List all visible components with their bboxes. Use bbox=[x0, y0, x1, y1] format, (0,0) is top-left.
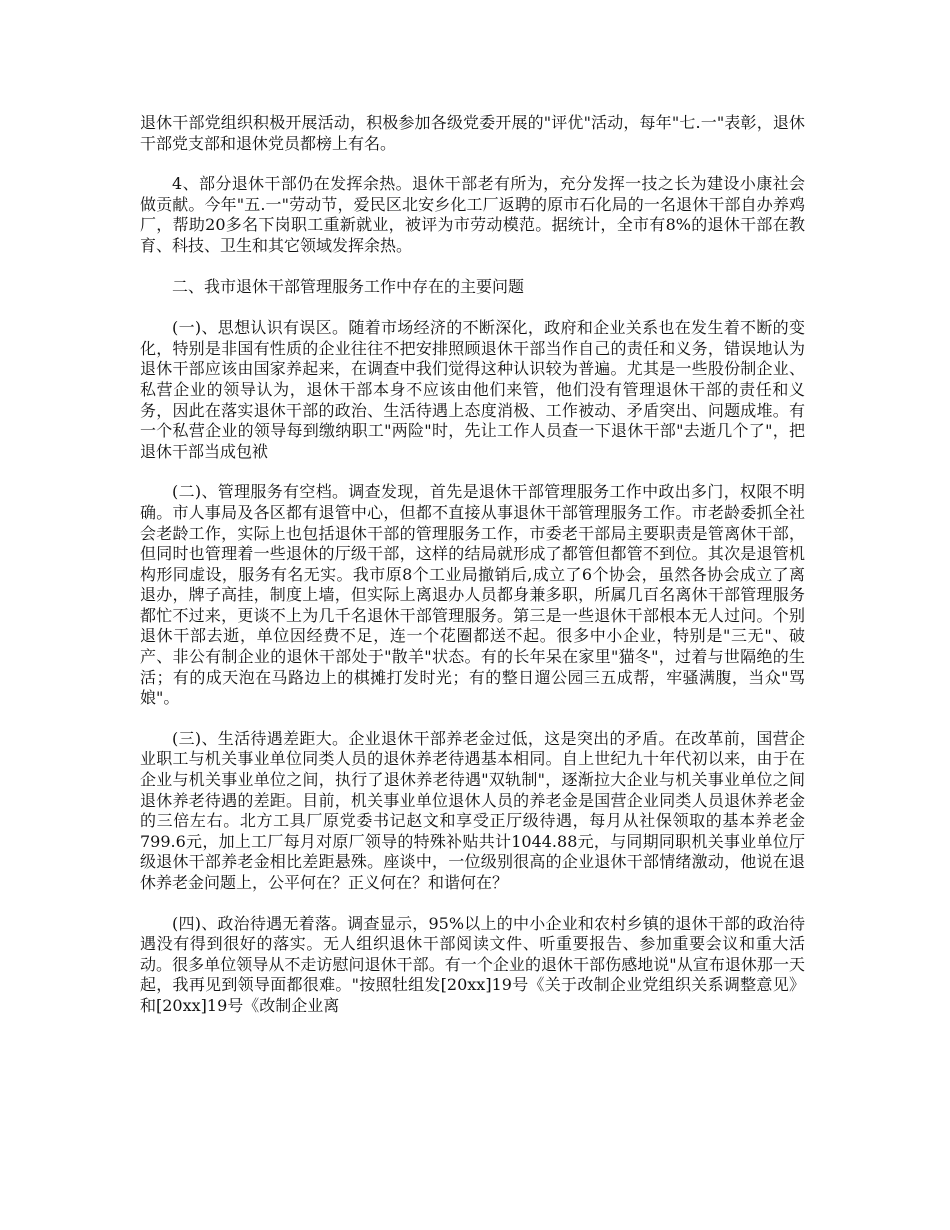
paragraph-problem-1-misconceptions: (一)、思想认识有误区。随着市场经济的不断深化，政府和企业关系也在发生着不断的变化，特别是非国有性质的企业往往不把安排照顾退休干部当作自己的责任和义务，错误地认为退休干部应该由国家养起来，在调查中我们觉得这种认识较为普遍。尤其是一些股份制企业、私营企业的领导认为，退休干部本身不应该由他们来管，他们没有管理退休干部的责任和义务，因此在落实退休干部的政治、生活待遇上态度消极、工作被动、矛盾突出、问题成堆。有一个私营企业的领导每到缴纳职工"两险"时，先让工作人员查一下退休干部"去逝几个了"，把退休干部当成包袱 bbox=[140, 318, 805, 461]
paragraph-point-4-residual-contribution: 4、部分退休干部仍在发挥余热。退休干部老有所为，充分发挥一技之长为建设小康社会做贡献。今年"五.一"劳动节，爱民区北安乡化工厂返聘的原市石化局的一名退休干部自办养鸡厂，帮助20多名下岗职工重新就业，被评为市劳动模范。据统计，全市有8%的退休干部在教育、科技、卫生和其它领域发挥余热。 bbox=[140, 174, 805, 255]
paragraph-retired-party-activities: 退休干部党组织积极开展活动，积极参加各级党委开展的"评优"活动，每年"七.一"表彰，退休干部党支部和退休党员都榜上有名。 bbox=[140, 113, 805, 153]
section-heading-main-problems: 二、我市退休干部管理服务工作中存在的主要问题 bbox=[172, 276, 525, 296]
document-body bbox=[140, 113, 805, 1037]
paragraph-problem-4-political-treatment: (四)、政治待遇无着落。调查显示，95%以上的中小企业和农村乡镇的退休干部的政治待遇没有得到很好的落实。无人组织退休干部阅读文件、听重要报告、参加重要会议和重大活动。很多单位领导从不走访慰问退休干部。有一个企业的退休干部伤感地说"从宣布退休那一天起，我再见到领导面都很难。"按照牡组发[20xx]19号《关于改制企业党组织关系调整意见》和[20xx]19号《改制企业离 bbox=[140, 913, 805, 1015]
paragraph-problem-3-living-treatment: (三)、生活待遇差距大。企业退休干部养老金过低，这是突出的矛盾。在改革前，国营企业职工与机关事业单位同类人员的退休养老待遇基本相同。自上世纪九十年代初以来，由于在企业与机关事业单位之间，执行了退休养老待遇"双轨制"，逐渐拉大企业与机关事业单位之间退休养老待遇的差距。目前，机关事业单位退休人员的养老金是国营企业同类人员退休养老金的三倍左右。北方工具厂原党委书记赵文和享受正厅级待遇，每月从社保领取的基本养老金799.6元，加上工厂每月对原厂领导的特殊补贴共计1044.88元，与同期同职机关事业单位厅级退休干部养老金相比差距悬殊。座谈中，一位级别很高的企业退休干部情绪激动，他说在退休养老金问题上，公平何在？正义何在？和谐何在？ bbox=[140, 728, 805, 892]
paragraph-problem-2-service-gaps: (二)、管理服务有空档。调查发现，首先是退休干部管理服务工作中政出多门，权限不明确。市人事局及各区都有退管中心，但都不直接从事退休干部管理服务工作。市老龄委抓全社会老龄工作，实际上也包括退休干部的管理服务工作，市委老干部局主要职责是管离休干部，但同时也管理着一些退休的厅级干部，这样的结局就形成了都管但都管不到位。其次是退管机构形同虚设，服务有名无实。我市原8个工业局撤销后,成立了6个协会，虽然各协会成立了离退办，牌子高挂，制度上墙，但实际上离退办人员都身兼多职，所属几百名离休干部管理服务都忙不过来，更谈不上为几千名退休干部管理服务。第三是一些退休干部根本无人过问。个别退休干部去逝，单位因经费不足，连一个花圈都送不起。很多中小企业，特别是"三无"、破产、非公有制企业的退休干部处于"散羊"状态。有的长年呆在家里"猫冬"，过着与世隔绝的生活；有的成天泡在马路边上的棋摊打发时光；有的整日遛公园三五成帮，牢骚满腹，当众"骂娘"。 bbox=[140, 482, 805, 708]
